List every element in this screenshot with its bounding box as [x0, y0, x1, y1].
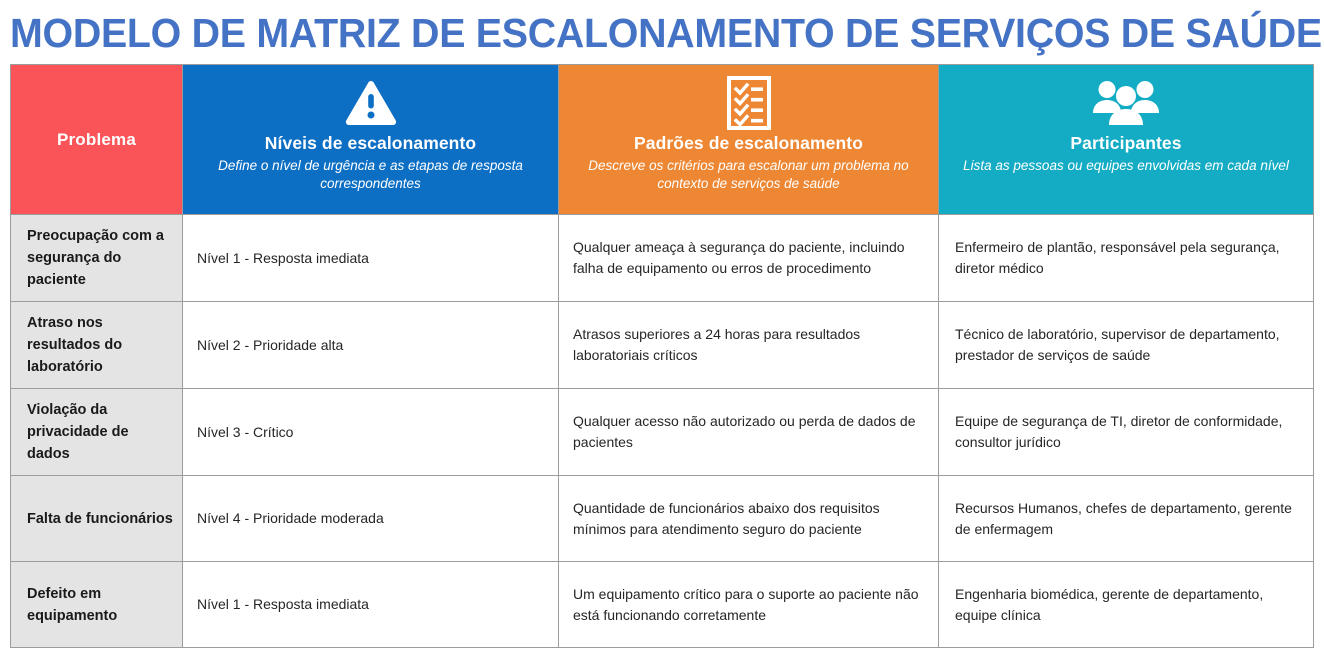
cell-level: Nível 4 - Prioridade moderada — [183, 476, 559, 562]
column-header-problem — [11, 65, 183, 215]
cell-problem: Defeito em equipamento — [11, 562, 183, 648]
cell-standard: Atrasos superiores a 24 horas para resultados laboratoriais críticos — [559, 302, 939, 389]
column-header-standards — [559, 65, 939, 215]
table-row — [11, 562, 1314, 648]
column-header-problem-label: Problema — [56, 129, 137, 149]
cell-problem: Atraso nos resultados do laboratório — [11, 302, 183, 389]
column-header-participants-label: Participantes — [1070, 133, 1182, 153]
cell-standard: Qualquer ameaça à segurança do paciente, incluindo falha de equipamento ou erros de procedimento — [559, 215, 939, 302]
table-row — [11, 215, 1314, 302]
warning-triangle-icon — [344, 75, 398, 131]
cell-participants: Técnico de laboratório, supervisor de departamento, prestador de serviços de saúde — [939, 302, 1314, 389]
cell-problem: Preocupação com a segurança do paciente — [11, 215, 183, 302]
cell-level: Nível 3 - Crítico — [183, 389, 559, 476]
column-header-levels-subtitle: Define o nível de urgência e as etapas de resposta correspondentes — [218, 158, 523, 191]
table-row — [11, 389, 1314, 476]
column-header-levels-label: Níveis de escalonamento — [264, 133, 477, 153]
cell-participants: Equipe de segurança de TI, diretor de conformidade, consultor jurídico — [939, 389, 1314, 476]
table-header — [11, 65, 1314, 215]
table-row — [11, 476, 1314, 562]
column-header-levels — [183, 65, 559, 215]
table-body — [11, 215, 1314, 648]
table-row — [11, 302, 1314, 389]
page-title: MODELO DE MATRIZ DE ESCALONAMENTO DE SERVIÇOS DE SAÚDE — [10, 10, 1322, 56]
cell-participants: Recursos Humanos, chefes de departamento, gerente de enfermagem — [939, 476, 1314, 562]
cell-level: Nível 1 - Resposta imediata — [183, 215, 559, 302]
cell-problem: Violação da privacidade de dados — [11, 389, 183, 476]
cell-problem: Falta de funcionários — [11, 476, 183, 562]
column-header-participants-subtitle: Lista as pessoas ou equipes envolvidas em cada nível — [963, 158, 1289, 173]
cell-level: Nível 1 - Resposta imediata — [183, 562, 559, 648]
column-header-standards-subtitle: Descreve os critérios para escalonar um problema no contexto de serviços de saúde — [588, 158, 909, 191]
cell-standard: Um equipamento crítico para o suporte ao paciente não está funcionando corretamente — [559, 562, 939, 648]
cell-participants: Engenharia biomédica, gerente de departamento, equipe clínica — [939, 562, 1314, 648]
escalation-matrix-table — [10, 64, 1314, 648]
cell-participants: Enfermeiro de plantão, responsável pela segurança, diretor médico — [939, 215, 1314, 302]
column-header-participants — [939, 65, 1314, 215]
cell-level: Nível 2 - Prioridade alta — [183, 302, 559, 389]
group-people-icon — [1091, 75, 1161, 131]
cell-standard: Qualquer acesso não autorizado ou perda de dados de pacientes — [559, 389, 939, 476]
cell-standard: Quantidade de funcionários abaixo dos requisitos mínimos para atendimento seguro do paciente — [559, 476, 939, 562]
column-header-standards-label: Padrões de escalonamento — [633, 133, 863, 153]
header-row — [11, 65, 1314, 215]
checklist-clipboard-icon — [727, 75, 771, 131]
